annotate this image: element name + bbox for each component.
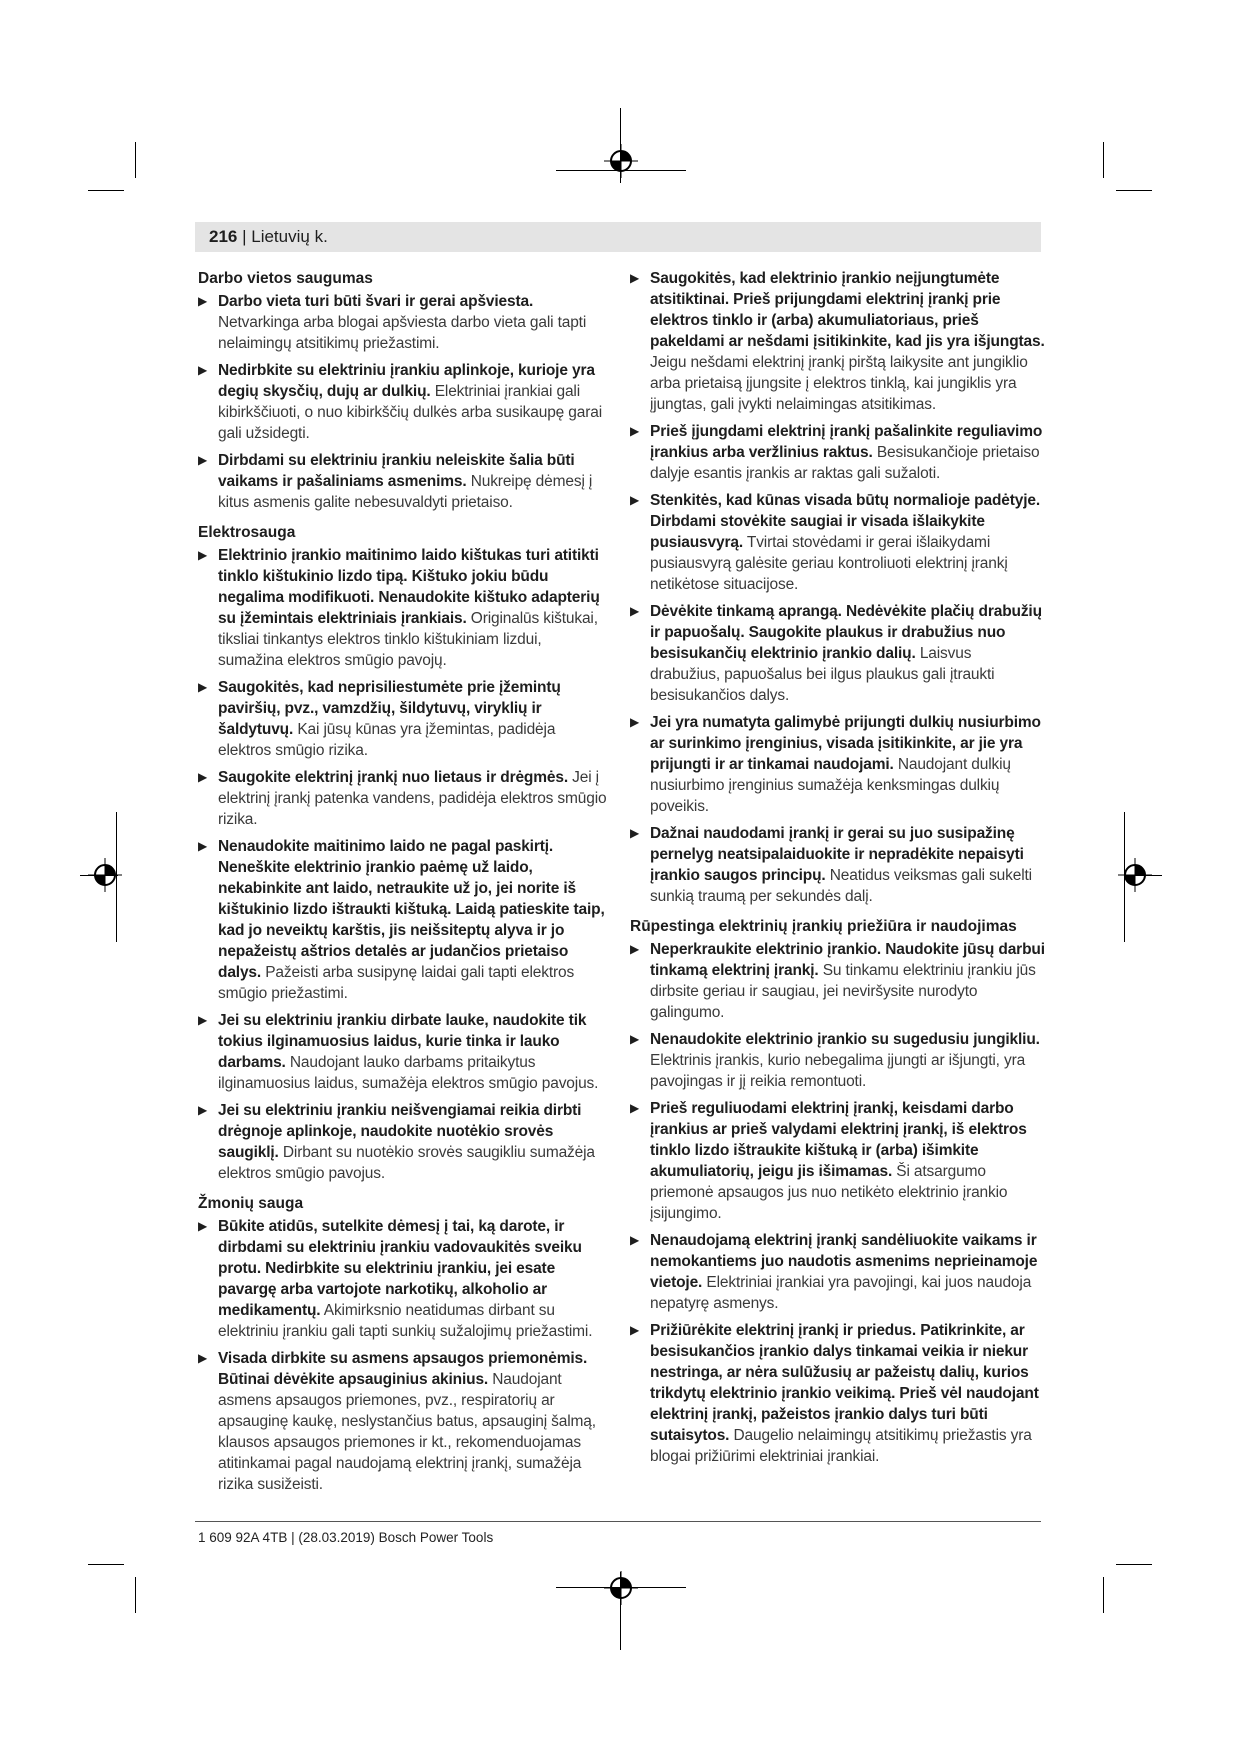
- item-instruction: Saugokite elektrinį įrankį nuo lietaus ir drėgmės.: [218, 769, 568, 786]
- registration-target-icon: [1116, 856, 1154, 894]
- section-heading: Elektrosauga: [198, 524, 296, 541]
- item-instruction: Visada dirbkite su asmens apsaugos priemonėmis. Būtinai dėvėkite apsauginius akinius.: [218, 1350, 588, 1388]
- item-instruction: Saugokitės, kad neprisiliestumėte prie įžemintų paviršių, pvz., vamzdžių, šildytuvų, viryklių ir šaldytuvų.: [218, 679, 561, 738]
- item-explanation: Netvarkinga arba blogai apšviesta darbo vieta gali tapti nelaimingų atsitikimų priežastimi.: [218, 314, 587, 352]
- bullet-arrow-icon: ▶: [630, 271, 640, 285]
- item-explanation: Originalūs kištukai, tiksliai tinkantys elektros tinklo kištukiniam lizdui, sumažina elektros smūgio pavojų.: [218, 610, 598, 669]
- item-instruction: Dirbdami su elektriniu įrankiu neleiskite šalia būti vaikams ir pašaliniams asmenims.: [218, 452, 575, 490]
- bullet-arrow-icon: ▶: [198, 453, 208, 467]
- safety-item: [630, 1320, 1045, 1467]
- item-explanation: Elektriniai įrankiai gali kibirkščiuoti, o nuo kibirkščių dulkės arba susikaupę garai gali užsidegti.: [218, 383, 603, 442]
- safety-item: [198, 1010, 610, 1094]
- item-explanation: Ši atsargumo priemonė apsaugos jus nuo netikėto elektrinio įrankio įsijungimo.: [650, 1163, 1008, 1222]
- crop-mark: [88, 1564, 124, 1565]
- item-explanation: Neatidus veiksmas gali sukelti sunkią traumą per sekundės dalį.: [650, 867, 1032, 905]
- item-instruction: Stenkitės, kad kūnas visada būtų normalioje padėtyje. Dirbdami stovėkite saugiai ir visada išlaikykite pusiausvyrą.: [650, 492, 1041, 551]
- page-header: [195, 222, 1041, 252]
- registration-target-icon: [602, 142, 640, 180]
- bullet-arrow-icon: ▶: [198, 1103, 208, 1117]
- safety-item: [630, 712, 1045, 817]
- item-explanation: Elektriniai įrankiai yra pavojingi, kai juos naudoja nepatyrę asmenys.: [650, 1274, 1032, 1312]
- right-column: [630, 268, 1045, 1473]
- safety-item: [198, 836, 610, 1004]
- crop-mark: [1116, 190, 1152, 191]
- bullet-arrow-icon: ▶: [198, 548, 208, 562]
- bullet-arrow-icon: ▶: [198, 839, 208, 853]
- safety-item: [630, 601, 1045, 706]
- safety-item: [198, 1216, 610, 1342]
- crop-mark: [135, 1577, 136, 1613]
- item-explanation: Besisukančioje prietaiso dalyje esantis įrankis ar raktas gali sužaloti.: [650, 444, 1040, 482]
- safety-item: [630, 1029, 1045, 1092]
- item-explanation: Naudojant lauko darbams pritaikytus ilginamuosius laidus, sumažėja elektros smūgio pavojus.: [218, 1054, 599, 1092]
- registration-target-icon: [86, 856, 124, 894]
- bullet-arrow-icon: ▶: [630, 604, 640, 618]
- bullet-arrow-icon: ▶: [630, 1233, 640, 1247]
- safety-item: [198, 291, 610, 354]
- bullet-arrow-icon: ▶: [198, 770, 208, 784]
- item-instruction: Nenaudokite elektrinio įrankio su sugedusiu jungikliu.: [650, 1031, 1040, 1048]
- footer-text: 1 609 92A 4TB | (28.03.2019) Bosch Power Tools: [198, 1530, 494, 1545]
- bullet-arrow-icon: ▶: [630, 826, 640, 840]
- safety-item: [630, 490, 1045, 595]
- bullet-arrow-icon: ▶: [630, 1032, 640, 1046]
- item-explanation: Kai jūsų kūnas yra įžemintas, padidėja elektros smūgio rizika.: [218, 721, 556, 759]
- safety-item: [630, 939, 1045, 1023]
- item-explanation: Daugelio nelaimingų atsitikimų priežastis yra blogai prižiūrimi elektriniai įrankiai.: [650, 1427, 1032, 1465]
- bullet-arrow-icon: ▶: [630, 715, 640, 729]
- bullet-arrow-icon: ▶: [198, 1013, 208, 1027]
- bullet-arrow-icon: ▶: [630, 493, 640, 507]
- item-explanation: Jei į elektrinį įrankį patenka vandens, padidėja elektros smūgio rizika.: [218, 769, 607, 828]
- item-explanation: Jeigu nešdami elektrinį įrankį pirštą laikysite ant jungiklio arba prietaisą įjungsite į elektros tinklą, kai jungiklis yra įjungtas, gali įvykti nelaimingas atsitikimas.: [650, 354, 1028, 413]
- item-explanation: Nukreipę dėmesį į kitus asmenis galite nebesuvaldyti prietaiso.: [218, 473, 593, 511]
- safety-item: [198, 767, 610, 830]
- item-instruction: Nenaudojamą elektrinį įrankį sandėliuokite vaikams ir nemokantiems juo naudotis asmenims neprieinamoje vietoje.: [650, 1232, 1038, 1291]
- item-instruction: Dėvėkite tinkamą aprangą. Nedėvėkite plačių drabužių ir papuošalų. Saugokite plaukus ir drabužius nuo besisukančių elektrinio įrankio dalių.: [650, 603, 1042, 662]
- item-instruction: Saugokitės, kad elektrinio įrankio neįjungtumėte atsitiktinai. Prieš prijungdami elektrinį įrankį prie elektros tinklo ir (arba) akumuliatoriaus, prieš pakeldami ar nešdami įsitikinkite, kad jis yra išjungtas.: [650, 270, 1045, 350]
- item-instruction: Prieš įjungdami elektrinį įrankį pašalinkite reguliavimo įrankius arba veržlinius raktus.: [650, 423, 1043, 461]
- item-instruction: Būkite atidūs, sutelkite dėmesį į tai, ką darote, ir dirbdami su elektriniu įrankiu vadovaukitės sveiku protu. Nedirbkite su elektriniu įrankiu, jei esate pavargę arba vartojote narkotikų, alkoholio ar medikamentų.: [218, 1218, 582, 1319]
- bullet-arrow-icon: ▶: [630, 942, 640, 956]
- item-instruction: Prieš reguliuodami elektrinį įrankį, keisdami darbo įrankius ar prieš valydami elektrinį įrankį, iš elektros tinklo lizdo ištraukite kištuką ir (arba) išimkite akumuliatorių, jeigu jis išimamas.: [650, 1100, 1027, 1180]
- bullet-arrow-icon: ▶: [198, 1219, 208, 1233]
- footer-rule: [195, 1521, 1041, 1522]
- bullet-arrow-icon: ▶: [198, 1351, 208, 1365]
- safety-item: [630, 268, 1045, 415]
- item-explanation: Laisvus drabužius, papuošalus bei ilgus plaukus gali įtraukti besisukančios dalys.: [650, 645, 995, 704]
- safety-item: [198, 545, 610, 671]
- section-heading: Žmonių sauga: [198, 1195, 304, 1212]
- safety-item: [198, 360, 610, 444]
- item-explanation: Naudojant dulkių nusiurbimo įrenginius sumažėja kenksmingas dulkių poveikis.: [650, 756, 1011, 815]
- item-instruction: Jei su elektriniu įrankiu dirbate lauke, naudokite tik tokius ilginamuosius laidus, kurie tinka ir lauko darbams.: [218, 1012, 587, 1071]
- item-instruction: Jei su elektriniu įrankiu neišvengiamai reikia dirbti drėgnoje aplinkoje, naudokite nuotėkio srovės saugiklį.: [218, 1102, 582, 1161]
- item-explanation: Naudojant asmens apsaugos priemones, pvz., respiratorių ar apsauginę kaukę, neslystančius batus, apsauginį šalmą, klausos apsaugos priemones ir kt., rekomenduojamas atitinkamai pagal naudojamą elektrinį įrankį, sumažėja rizika susižeisti.: [218, 1371, 596, 1493]
- bullet-arrow-icon: ▶: [198, 294, 208, 308]
- item-instruction: Dažnai naudodami įrankį ir gerai su juo susipažinę pernelyg neatsipalaiduokite ir nepradėkite nepaisyti įrankio saugos principų.: [650, 825, 1024, 884]
- safety-item: [198, 677, 610, 761]
- item-instruction: Darbo vieta turi būti švari ir gerai apšviesta.: [218, 293, 534, 310]
- left-column: [198, 268, 610, 1501]
- item-instruction: Prižiūrėkite elektrinį įrankį ir priedus. Patikrinkite, ar besisukančios įrankio dalys tinkamai veikia ir niekur nestringa, ar nėra sulūžusių ar pažeistų dalių, kurios trikdytų elektrinio įrankio veikimą. Prieš vėl naudojant elektrinį įrankį, pažeistos įrankio dalys turi būti sutaisytos.: [650, 1322, 1039, 1444]
- section-heading: Rūpestinga elektrinių įrankių priežiūra ir naudojimas: [630, 918, 1017, 935]
- crop-mark: [88, 190, 124, 191]
- safety-item: [630, 823, 1045, 907]
- safety-item: [630, 1098, 1045, 1224]
- bullet-arrow-icon: ▶: [198, 363, 208, 377]
- safety-item: [630, 421, 1045, 484]
- bullet-arrow-icon: ▶: [630, 424, 640, 438]
- page-number: 216: [209, 227, 238, 246]
- safety-item: [630, 1230, 1045, 1314]
- registration-target-icon: [602, 1569, 640, 1607]
- bullet-arrow-icon: ▶: [630, 1101, 640, 1115]
- item-explanation: Dirbant su nuotėkio srovės saugikliu sumažėja elektros smūgio pavojus.: [218, 1144, 595, 1182]
- safety-item: [198, 450, 610, 513]
- crop-mark: [1103, 1577, 1104, 1613]
- item-explanation: Akimirksnio neatidumas dirbant su elektriniu įrankiu gali tapti sunkių sužalojimų priežastimi.: [218, 1302, 593, 1340]
- item-instruction: Elektrinio įrankio maitinimo laido kištukas turi atitikti tinklo kištukinio lizdo tipą. Kištuko jokiu būdu negalima modifikuoti. Nenaudokite kištuko adapterių su įžemintais elektriniais įrankiais.: [218, 547, 600, 627]
- section-heading: Darbo vietos saugumas: [198, 270, 373, 287]
- safety-item: [198, 1100, 610, 1184]
- safety-item: [198, 1348, 610, 1495]
- item-instruction: Nenaudokite maitinimo laido ne pagal paskirtį. Neneškite elektrinio įrankio paėmę už laido, nekabinkite ant laido, netraukite už jo, jei norite iš kištukinio lizdo ištraukti kištuką. Laidą patieskite taip, kad jo neveiktų karštis, jis neišsiteptų alyva ir jo nepažeistų aštrios detalės ar judančios prietaiso dalys.: [218, 838, 605, 981]
- item-instruction: Jei yra numatyta galimybė prijungti dulkių nusiurbimo ar surinkimo įrenginius, visada įsitikinkite, ar jie yra prijungti ir ar tinkamai naudojami.: [650, 714, 1041, 773]
- item-explanation: Pažeisti arba susipynę laidai gali tapti elektros smūgio priežastimi.: [218, 964, 575, 1002]
- header-separator: |: [237, 227, 252, 246]
- item-instruction: Neperkraukite elektrinio įrankio. Naudokite jūsų darbui tinkamą elektrinį įrankį.: [650, 941, 1045, 979]
- item-explanation: Elektrinis įrankis, kurio nebegalima įjungti ar išjungti, yra pavojingas ir jį reikia remontuoti.: [650, 1052, 1026, 1090]
- bullet-arrow-icon: ▶: [198, 680, 208, 694]
- crop-mark: [1116, 1564, 1152, 1565]
- item-instruction: Nedirbkite su elektriniu įrankiu aplinkoje, kurioje yra degių skysčių, dujų ar dulkių.: [218, 362, 595, 400]
- crop-mark: [1103, 142, 1104, 178]
- bullet-arrow-icon: ▶: [630, 1323, 640, 1337]
- header-language: Lietuvių k.: [251, 227, 328, 246]
- item-explanation: Su tinkamu elektriniu įrankiu jūs dirbsite geriau ir saugiau, jei neviršysite nurodyto galingumo.: [650, 962, 1036, 1021]
- crop-mark: [135, 142, 136, 178]
- item-explanation: Tvirtai stovėdami ir gerai išlaikydami pusiausvyrą galėsite geriau kontroliuoti elektrinį įrankį netikėtose situacijose.: [650, 534, 1008, 593]
